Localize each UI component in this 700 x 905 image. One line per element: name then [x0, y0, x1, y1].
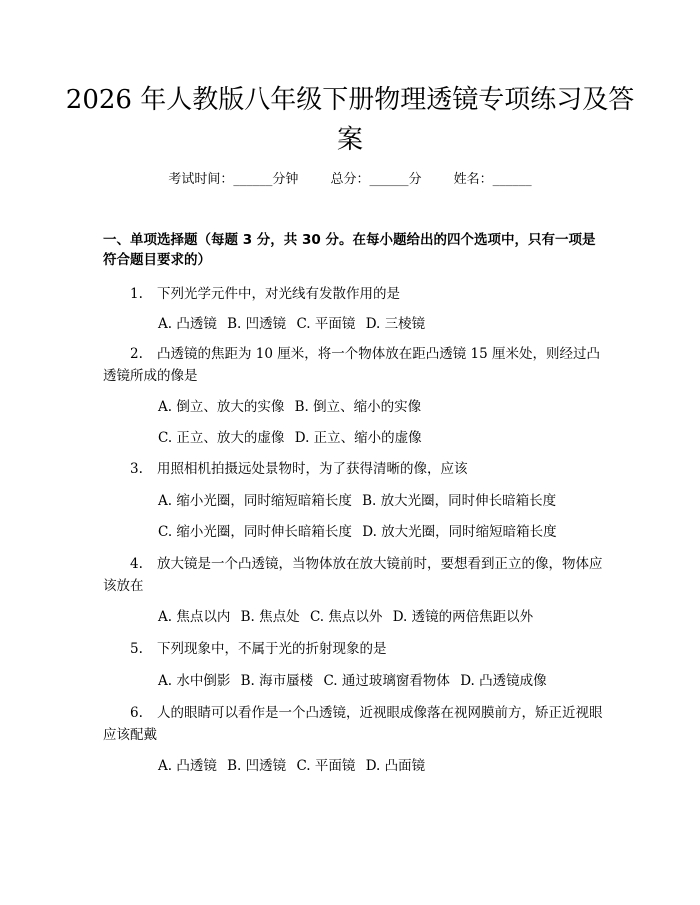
option-b: B. 放大光圈，同时伸长暗箱长度	[362, 493, 557, 509]
options-row	[158, 491, 608, 511]
option-d: D. 放大光圈，同时缩短暗箱长度	[362, 524, 557, 540]
option-b: B. 倒立、缩小的实像	[294, 399, 422, 415]
option-a: A. 凸透镜	[158, 758, 217, 774]
option-a: A. 水中倒影	[158, 673, 231, 689]
option-d: D. 三棱镜	[365, 316, 426, 332]
question-text: 下列光学元件中，对光线有发散作用的是	[157, 286, 400, 302]
exam-time: 考试时间：______分钟	[168, 172, 299, 187]
option-b: B. 焦点处	[240, 609, 300, 625]
option-b: B. 凹透镜	[227, 758, 287, 774]
option-c: C. 通过玻璃窗看物体	[323, 673, 450, 689]
section-heading: 一、单项选择题（每题 3 分，共 30 分。在每小题给出的四个选项中，只有一项是符合题目要求的）	[103, 232, 596, 268]
question-text: 凸透镜的焦距为 10 厘米，将一个物体放在距凸透镜 15 厘米处，则经过凸透镜所成的像是	[103, 346, 601, 384]
options-row	[158, 756, 608, 776]
option-c: C. 平面镜	[296, 758, 356, 774]
question-number: 6.	[130, 705, 143, 721]
question-number: 2.	[130, 346, 143, 362]
options-row	[158, 314, 608, 334]
student-name: 姓名：______	[453, 172, 532, 187]
question-5	[103, 638, 603, 660]
question-number: 4.	[130, 556, 143, 572]
options-row	[158, 607, 608, 627]
question-2	[103, 343, 603, 387]
question-text: 用照相机拍摄远处景物时，为了获得清晰的像，应该	[157, 461, 468, 477]
option-c: C. 正立、放大的虚像	[158, 430, 285, 446]
option-d: D. 凸面镜	[365, 758, 426, 774]
option-a: A. 凸透镜	[158, 316, 217, 332]
question-text: 人的眼睛可以看作是一个凸透镜，近视眼成像落在视网膜前方，矫正近视眼应该配戴	[103, 705, 603, 743]
question-4	[103, 553, 603, 597]
option-d: D. 凸透镜成像	[460, 673, 547, 689]
options-row	[158, 522, 608, 542]
option-a: A. 倒立、放大的实像	[158, 399, 285, 415]
page-title: 2026 年人教版八年级下册物理透镜专项练习及答案	[65, 85, 635, 155]
question-text: 下列现象中，不属于光的折射现象的是	[157, 641, 387, 657]
options-row	[158, 428, 608, 448]
option-a: A. 焦点以内	[158, 609, 231, 625]
option-a: A. 缩小光圈，同时缩短暗箱长度	[158, 493, 352, 509]
exam-score: 总分：______分	[330, 172, 422, 187]
option-c: C. 缩小光圈，同时伸长暗箱长度	[158, 524, 352, 540]
option-b: B. 凹透镜	[227, 316, 287, 332]
question-number: 3.	[130, 461, 143, 477]
option-c: C. 焦点以外	[309, 609, 383, 625]
question-1	[103, 283, 603, 305]
exam-meta	[0, 170, 700, 190]
option-d: D. 正立、缩小的虚像	[294, 430, 422, 446]
options-row	[158, 671, 608, 691]
option-d: D. 透镜的两倍焦距以外	[392, 609, 534, 625]
question-6	[103, 702, 603, 746]
question-number: 5.	[130, 641, 143, 657]
option-c: C. 平面镜	[296, 316, 356, 332]
question-number: 1.	[130, 286, 143, 302]
options-row	[158, 397, 608, 417]
option-b: B. 海市蜃楼	[240, 673, 314, 689]
question-3	[103, 458, 603, 480]
question-text: 放大镜是一个凸透镜，当物体放在放大镜前时，要想看到正立的像，物体应该放在	[103, 556, 603, 594]
